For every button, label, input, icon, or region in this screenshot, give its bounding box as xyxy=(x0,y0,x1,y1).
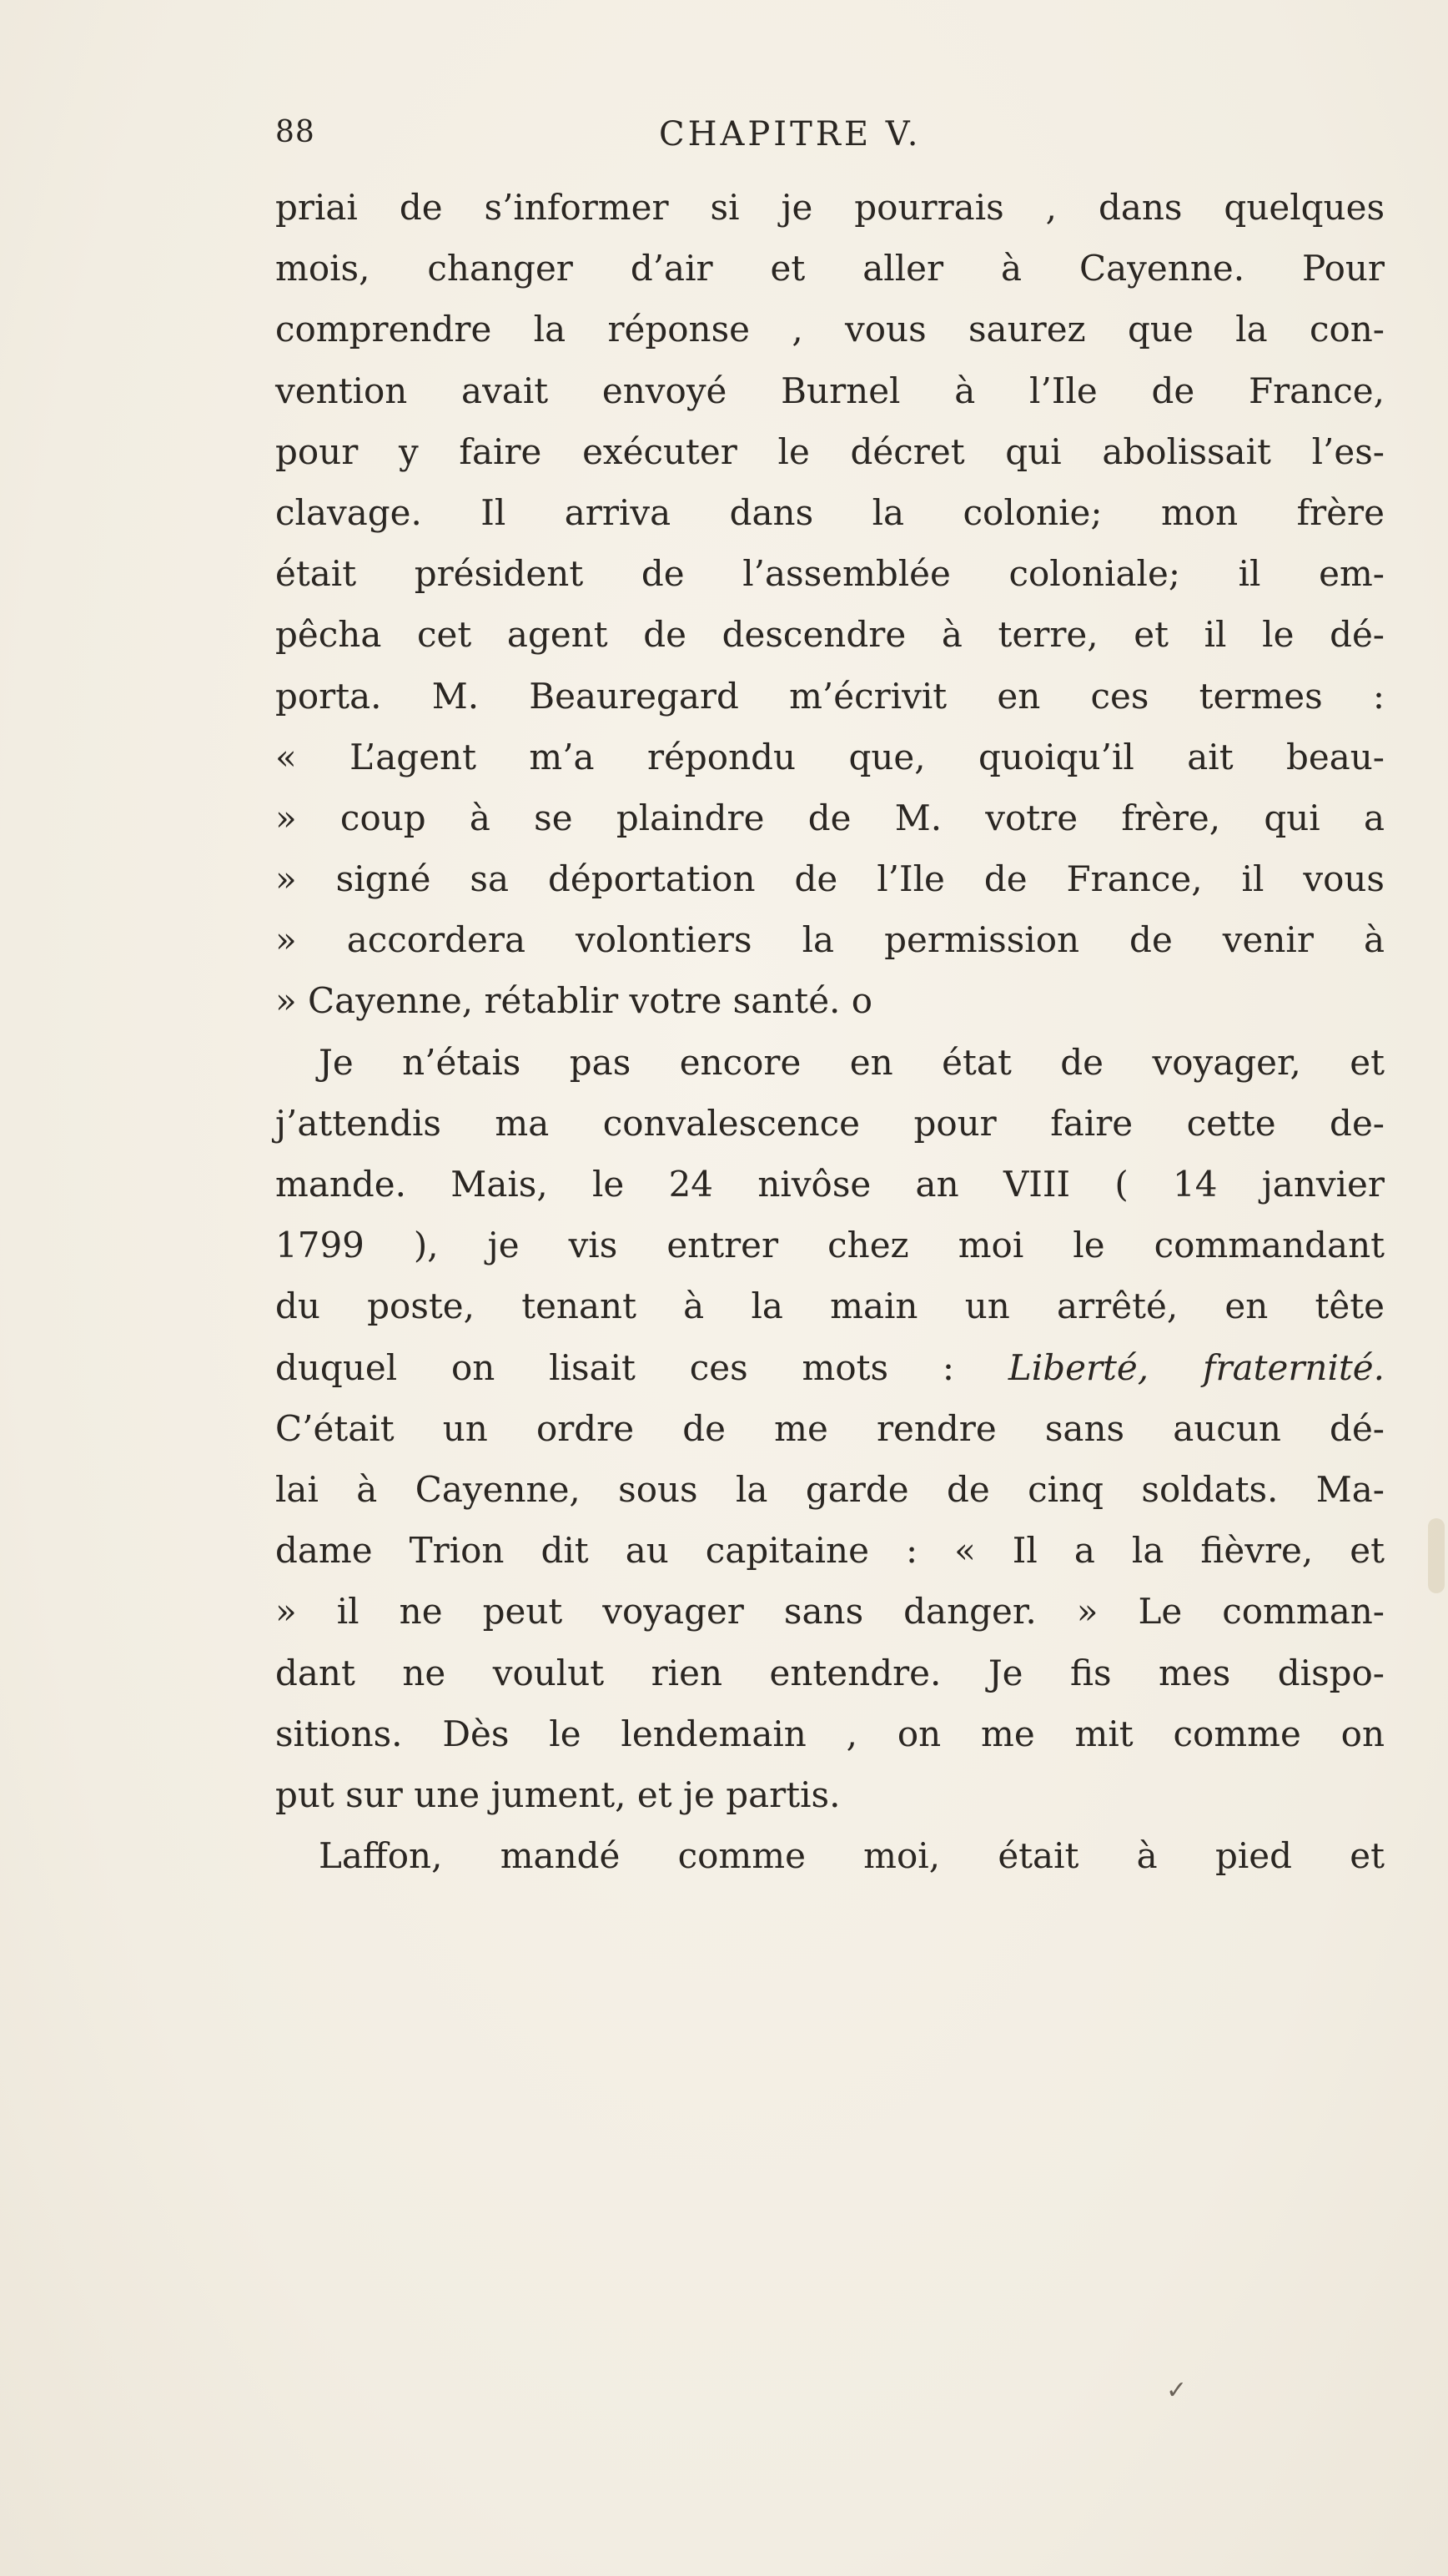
text-line-with-italic xyxy=(275,1337,1385,1398)
page-header xyxy=(275,115,1385,165)
text-line: dant ne voulut rien entendre. Je fis mes dispo- xyxy=(275,1652,1385,1693)
text-line: comprendre la réponse , vous saurez que la con- xyxy=(275,309,1385,350)
text-line: » il ne peut voyager sans danger. » Le comman- xyxy=(275,1591,1385,1633)
text-line: dame Trion dit au capitaine : « Il a la fièvre, et xyxy=(275,1530,1385,1572)
text-line: « L’agent m’a répondu que, quoiqu’il ait beau- xyxy=(275,736,1385,777)
text-line: » accordera volontiers la permission de venir à xyxy=(275,919,1385,961)
text-line: Je n’étais pas encore en état de voyager, et xyxy=(319,1041,1385,1083)
body-text xyxy=(275,177,1385,1886)
text-line: du poste, tenant à la main un arrêté, en tête xyxy=(275,1285,1385,1327)
text-line: mois, changer d’air et aller à Cayenne. Pour xyxy=(275,248,1385,289)
text-line: » coup à se plaindre de M. votre frère, qui a xyxy=(275,797,1385,838)
stray-ink-mark: ✓ xyxy=(1166,2376,1188,2405)
text-line: vention avait envoyé Burnel à l’Ile de France, xyxy=(275,370,1385,411)
text-line: j’attendis ma convalescence pour faire cette de- xyxy=(275,1102,1385,1144)
text-line: lai à Cayenne, sous la garde de cinq soldats. Ma- xyxy=(275,1468,1385,1510)
text-line: pêcha cet agent de descendre à terre, et il le dé- xyxy=(275,614,1385,656)
page-number: 88 xyxy=(275,115,315,149)
text-line: » Cayenne, rétablir votre santé. o xyxy=(275,980,873,1022)
text-line: C’était un ordre de me rendre sans aucun dé- xyxy=(275,1407,1385,1449)
italic-motto: Liberté, fraternité. xyxy=(1008,1346,1385,1388)
text-line: porta. M. Beauregard m’écrivit en ces termes : xyxy=(275,675,1385,717)
text-line: » signé sa déportation de l’Ile de France, il vous xyxy=(275,858,1385,900)
text-line: était président de l’assemblée coloniale; il em- xyxy=(275,553,1385,595)
text-line: clavage. Il arriva dans la colonie; mon frère xyxy=(275,491,1385,533)
text-line: mande. Mais, le 24 nivôse an VIII ( 14 janvier xyxy=(275,1164,1385,1205)
text-line: sitions. Dès le lendemain , on me mit comme on xyxy=(275,1713,1385,1754)
text-line: priai de s’informer si je pourrais , dans quelques xyxy=(275,187,1385,228)
text-segment: duquel on lisait ces mots : xyxy=(275,1346,955,1388)
running-title: CHAPITRE V. xyxy=(659,115,922,153)
text-line: put sur une jument, et je partis. xyxy=(275,1774,841,1815)
text-line: 1799 ), je vis entrer chez moi le commandant xyxy=(275,1225,1385,1266)
text-line: Laffon, mandé comme moi, était à pied et xyxy=(319,1835,1385,1877)
text-line: pour y faire exécuter le décret qui abolissait l’es- xyxy=(275,430,1385,472)
paper-stain xyxy=(1428,1518,1445,1593)
